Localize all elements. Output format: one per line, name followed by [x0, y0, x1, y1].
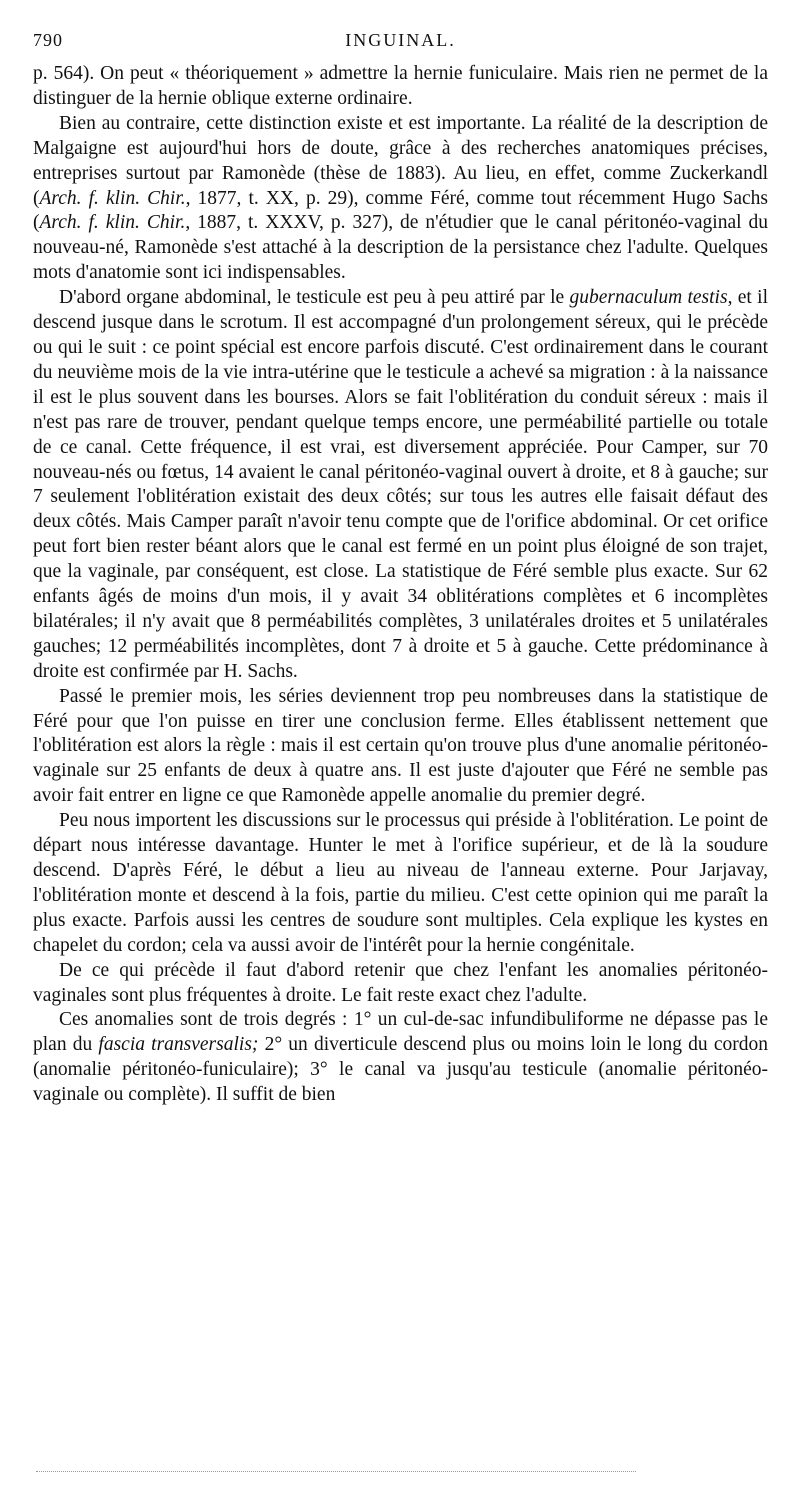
- italic-citation: fascia transversalis;: [98, 1034, 259, 1056]
- paragraph: [33, 62, 768, 112]
- paragraph: [33, 809, 768, 958]
- running-title: INGUINAL.: [345, 30, 456, 50]
- text-run: , et il descend jusque dans le scrotum. Il est accompagné d'un prolongement séreux, qui le précède ou qui le suit : ce point spécial est encore parfois discuté. C'est ordinairement dans le courant du neuvième mois de la vie intra-utérine que le testicule a achevé sa migration : à la naissance il est le plus souvent dans les bourses. Alors se fait l'oblitération du conduit séreux : mais il n'est pas rare de trouver, pendant quelque temps encore, une perméabilité partielle ou totale de ce canal. Cette fréquence, il est vrai, est diversement appréciée. Pour Camper, sur 70 nouveau-nés ou fœtus, 14 avaient le canal péritonéo-vaginal ouvert à droite, et 8 à gauche; sur 7 seulement l'oblitération existait des deux côtés; sur tous les autres elle faisait défaut des deux côtés. Mais Camper paraît n'avoir tenu compte que de l'orifice abdominal. Or cet orifice peut fort bien rester béant alors que le canal est fermé en un point plus éloigné de son trajet, que la vaginale, par conséquent, est close. La statistique de Féré semble plus exacte. Sur 62 enfants âgés de moins d'un mois, il y avait 34 oblitérations complètes et 6 incomplètes bilatérales; il n'y avait que 8 perméabilités complètes, 3 unilatérales droites et 5 unilatérales gauches; 12 perméabilités incomplètes, dont 7 à droite et 5 à gauche. Cette prédominance à droite est confirmée par H. Sachs.: [33, 287, 768, 682]
- running-head: [33, 26, 768, 56]
- text-run: , 1887, t. XXXV, p. 327), de n'étudier que le canal péritonéo-vaginal du nouveau-né, Ramonède s'est attaché à la description de la persistance chez l'adulte. Quelques mots d'anatomie sont ici indispensables.: [33, 212, 768, 284]
- paragraph: [33, 959, 768, 1009]
- italic-citation: Arch. f. klin. Chir.: [39, 187, 186, 209]
- document-page: [33, 26, 768, 1108]
- text-run: p. 564). On peut « théoriquement » admettre la hernie funiculaire. Mais rien ne permet de la distinguer de la hernie oblique externe ordinaire.: [33, 63, 768, 109]
- italic-citation: Arch. f. klin. Chir.: [39, 212, 186, 234]
- footer-rule: [36, 1471, 636, 1474]
- paragraph: [33, 286, 768, 685]
- body-text: [33, 62, 768, 1108]
- text-run: Bien au contraire, cette distinction existe et est importante. La réalité de la description de Malgaigne est aujourd'hui hors de doute, grâce à des recherches anatomiques précises, entreprises surtout par Ramonède (thèse de 1883). Au lieu, en effet, comme Zuckerkandl (: [33, 112, 768, 209]
- italic-citation: gubernaculum testis: [569, 287, 728, 309]
- paragraph: [33, 685, 768, 810]
- paragraph: [33, 1008, 768, 1108]
- text-run: , 1877, t. XX, p. 29), comme Féré, comme tout récemment Hugo Sachs (: [33, 187, 768, 234]
- text-run: Ces anomalies sont de trois degrés : 1° un cul-de-sac infundibuliforme ne dépasse pas le plan du: [33, 1009, 768, 1056]
- text-run: Peu nous importent les discussions sur le processus qui préside à l'oblitération. Le point de départ nous intéresse davantage. Hunter le met à l'orifice supérieur, et de là la soudure descend. D'après Féré, le début a lieu au niveau de l'anneau externe. Pour Jarjavay, l'oblitération monte et descend à la fois, partie du milieu. C'est cette opinion qui me paraît la plus exacte. Parfois aussi les centres de soudure sont multiples. Cela explique les kystes en chapelet du cordon; cela va aussi avoir de l'intérêt pour la hernie congénitale.: [33, 810, 768, 956]
- paragraph: [33, 112, 768, 286]
- text-run: D'abord organe abdominal, le testicule est peu à peu attiré par le: [59, 287, 570, 309]
- text-run: Passé le premier mois, les séries deviennent trop peu nombreuses dans la statistique de Féré pour que l'on puisse en tirer une conclusion ferme. Elles établissent nettement que l'oblitération est alors la règle : mais il est certain qu'on trouve plus d'une anomalie péritonéo-vaginale sur 25 enfants de deux à quatre ans. Il est juste d'ajouter que Féré ne semble pas avoir fait entrer en ligne ce que Ramonède appelle anomalie du premier degré.: [33, 685, 768, 807]
- page-number: 790: [33, 30, 63, 50]
- text-run: De ce qui précède il faut d'abord retenir que chez l'enfant les anomalies péritonéo-vaginales sont plus fréquentes à droite. Le fait reste exact chez l'adulte.: [33, 959, 768, 1006]
- text-run: 2° un diverticule descend plus ou moins loin le long du cordon (anomalie péritonéo-funiculaire); 3° le canal va jusqu'au testicule (anomalie péritonéo-vaginale ou complète). Il suffit de bien: [33, 1034, 768, 1106]
